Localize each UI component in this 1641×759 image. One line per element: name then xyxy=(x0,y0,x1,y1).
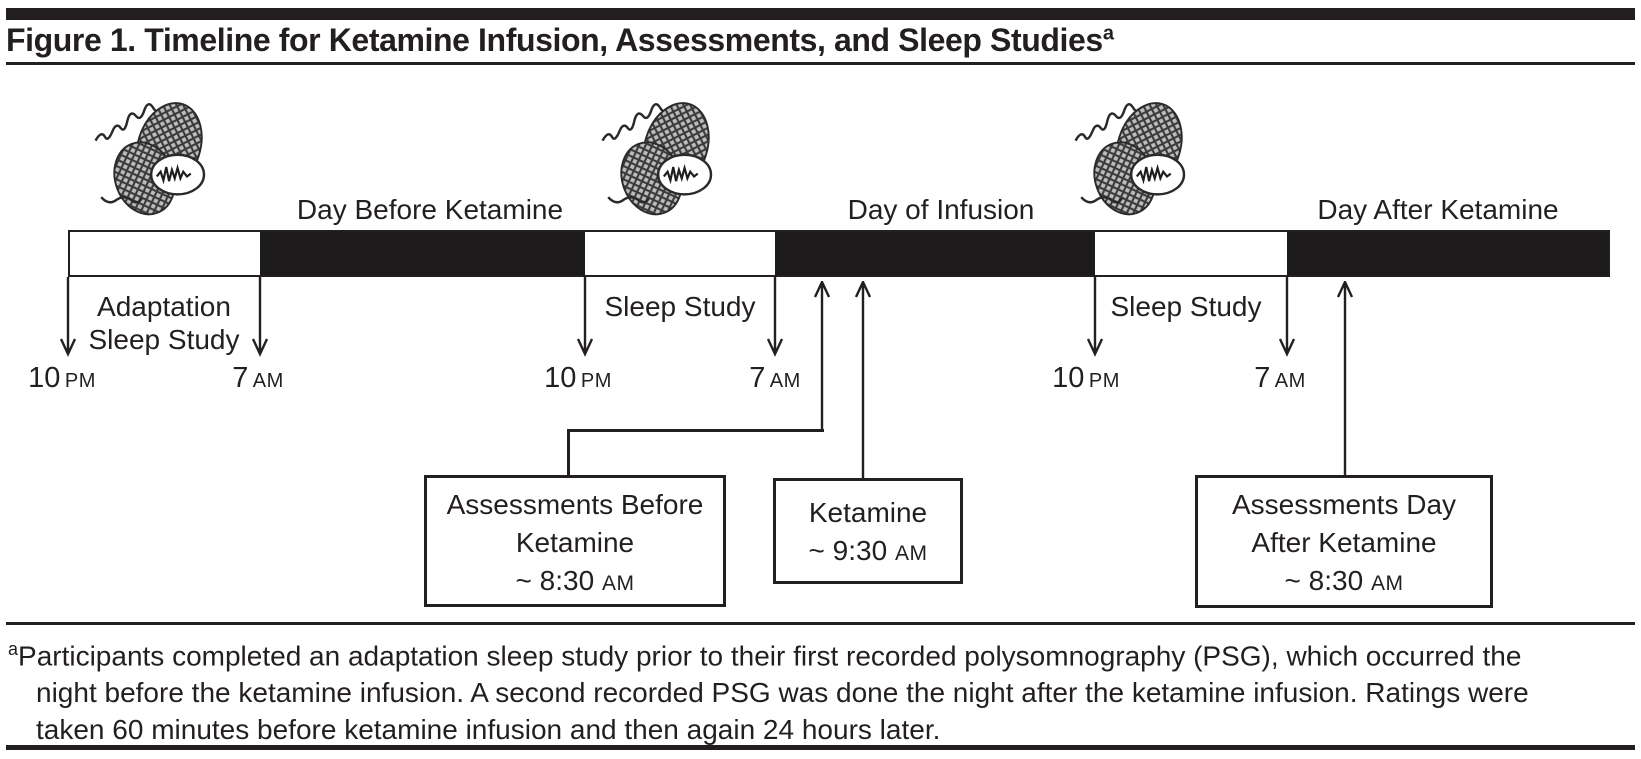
day-label-before: Day Before Ketamine xyxy=(296,194,564,225)
connector-line-vertical xyxy=(567,429,570,475)
event-box-time: ~ 8:30 AM xyxy=(1284,565,1404,596)
event-box-title-line: After Ketamine xyxy=(1251,527,1437,558)
title-underline xyxy=(6,62,1635,65)
sleeping-person-eeg-icon xyxy=(88,80,220,222)
night-label-adaptation xyxy=(64,290,264,356)
up-arrow-assessments-after-icon xyxy=(1336,281,1354,475)
night-label-line1: Sleep Study xyxy=(1110,291,1262,322)
day-label-infusion: Day of Infusion xyxy=(847,194,1035,225)
event-box-ketamine xyxy=(773,478,963,584)
footnote-line-2: night before the ketamine infusion. A second recorded PSG was done the night after the ketamine infusion. Ratings were xyxy=(36,677,1529,709)
event-box-time: ~ 9:30 AM xyxy=(808,535,928,566)
connector-line-horizontal xyxy=(567,429,824,432)
event-box-title-line: Assessments Day xyxy=(1231,489,1457,520)
bar-segment-night-3 xyxy=(1095,232,1287,275)
footnote-line-3: taken 60 minutes before ketamine infusion and then again 24 hours later. xyxy=(36,714,941,746)
footnote-line-1: $^a$Participants completed an adaptation sleep study prior to their first recorded polysomnography (PSG), which occurred the xyxy=(8,639,1522,672)
event-box-title-line: Ketamine xyxy=(808,497,928,528)
night-label-line1: Sleep Study xyxy=(604,291,756,322)
up-arrow-ketamine-icon xyxy=(854,281,872,478)
bar-segment-night-1 xyxy=(70,232,260,275)
bar-segment-night-2 xyxy=(585,232,775,275)
footnote xyxy=(8,631,1633,748)
bar-segment-day-after xyxy=(1287,232,1608,275)
event-box-title-line: Ketamine xyxy=(515,527,635,558)
event-box-time: ~ 8:30 AM xyxy=(515,565,635,596)
day-label-after: Day After Ketamine xyxy=(1317,194,1559,225)
time-label-10pm-2: 10 PM xyxy=(544,362,612,394)
figure-title xyxy=(6,22,1114,59)
night-label-sleep-study-2 xyxy=(580,290,780,323)
top-border-bar xyxy=(6,8,1635,20)
time-label-10pm-3: 10 PM xyxy=(1052,362,1120,394)
time-label-7am-1: 7 AM xyxy=(232,362,284,394)
figure-title-footnote-marker: a xyxy=(1102,22,1114,45)
night-label-sleep-study-3 xyxy=(1086,290,1286,323)
event-box-assessments-before xyxy=(424,475,726,607)
time-label-7am-2: 7 AM xyxy=(749,362,801,394)
night-label-line2: Sleep Study xyxy=(88,324,240,355)
time-label-7am-3: 7 AM xyxy=(1254,362,1306,394)
footnote-rule-bottom xyxy=(6,745,1635,750)
timeline-bar xyxy=(68,230,1610,277)
night-label-line1: Adaptation xyxy=(97,291,231,322)
up-arrow-assessments-before-icon xyxy=(813,281,831,431)
event-box-assessments-after xyxy=(1195,475,1493,608)
footnote-rule-top xyxy=(6,622,1635,625)
bar-segment-day-infusion xyxy=(775,232,1095,275)
event-box-title-line: Assessments Before xyxy=(446,489,704,520)
bar-segment-day-before xyxy=(260,232,585,275)
figure-title-text: Figure 1. Timeline for Ketamine Infusion, Assessments, and Sleep Studies xyxy=(6,22,1103,58)
sleeping-person-eeg-icon xyxy=(595,80,727,222)
footnote-marker: a xyxy=(8,639,19,659)
time-label-10pm-1: 10 PM xyxy=(28,362,96,394)
